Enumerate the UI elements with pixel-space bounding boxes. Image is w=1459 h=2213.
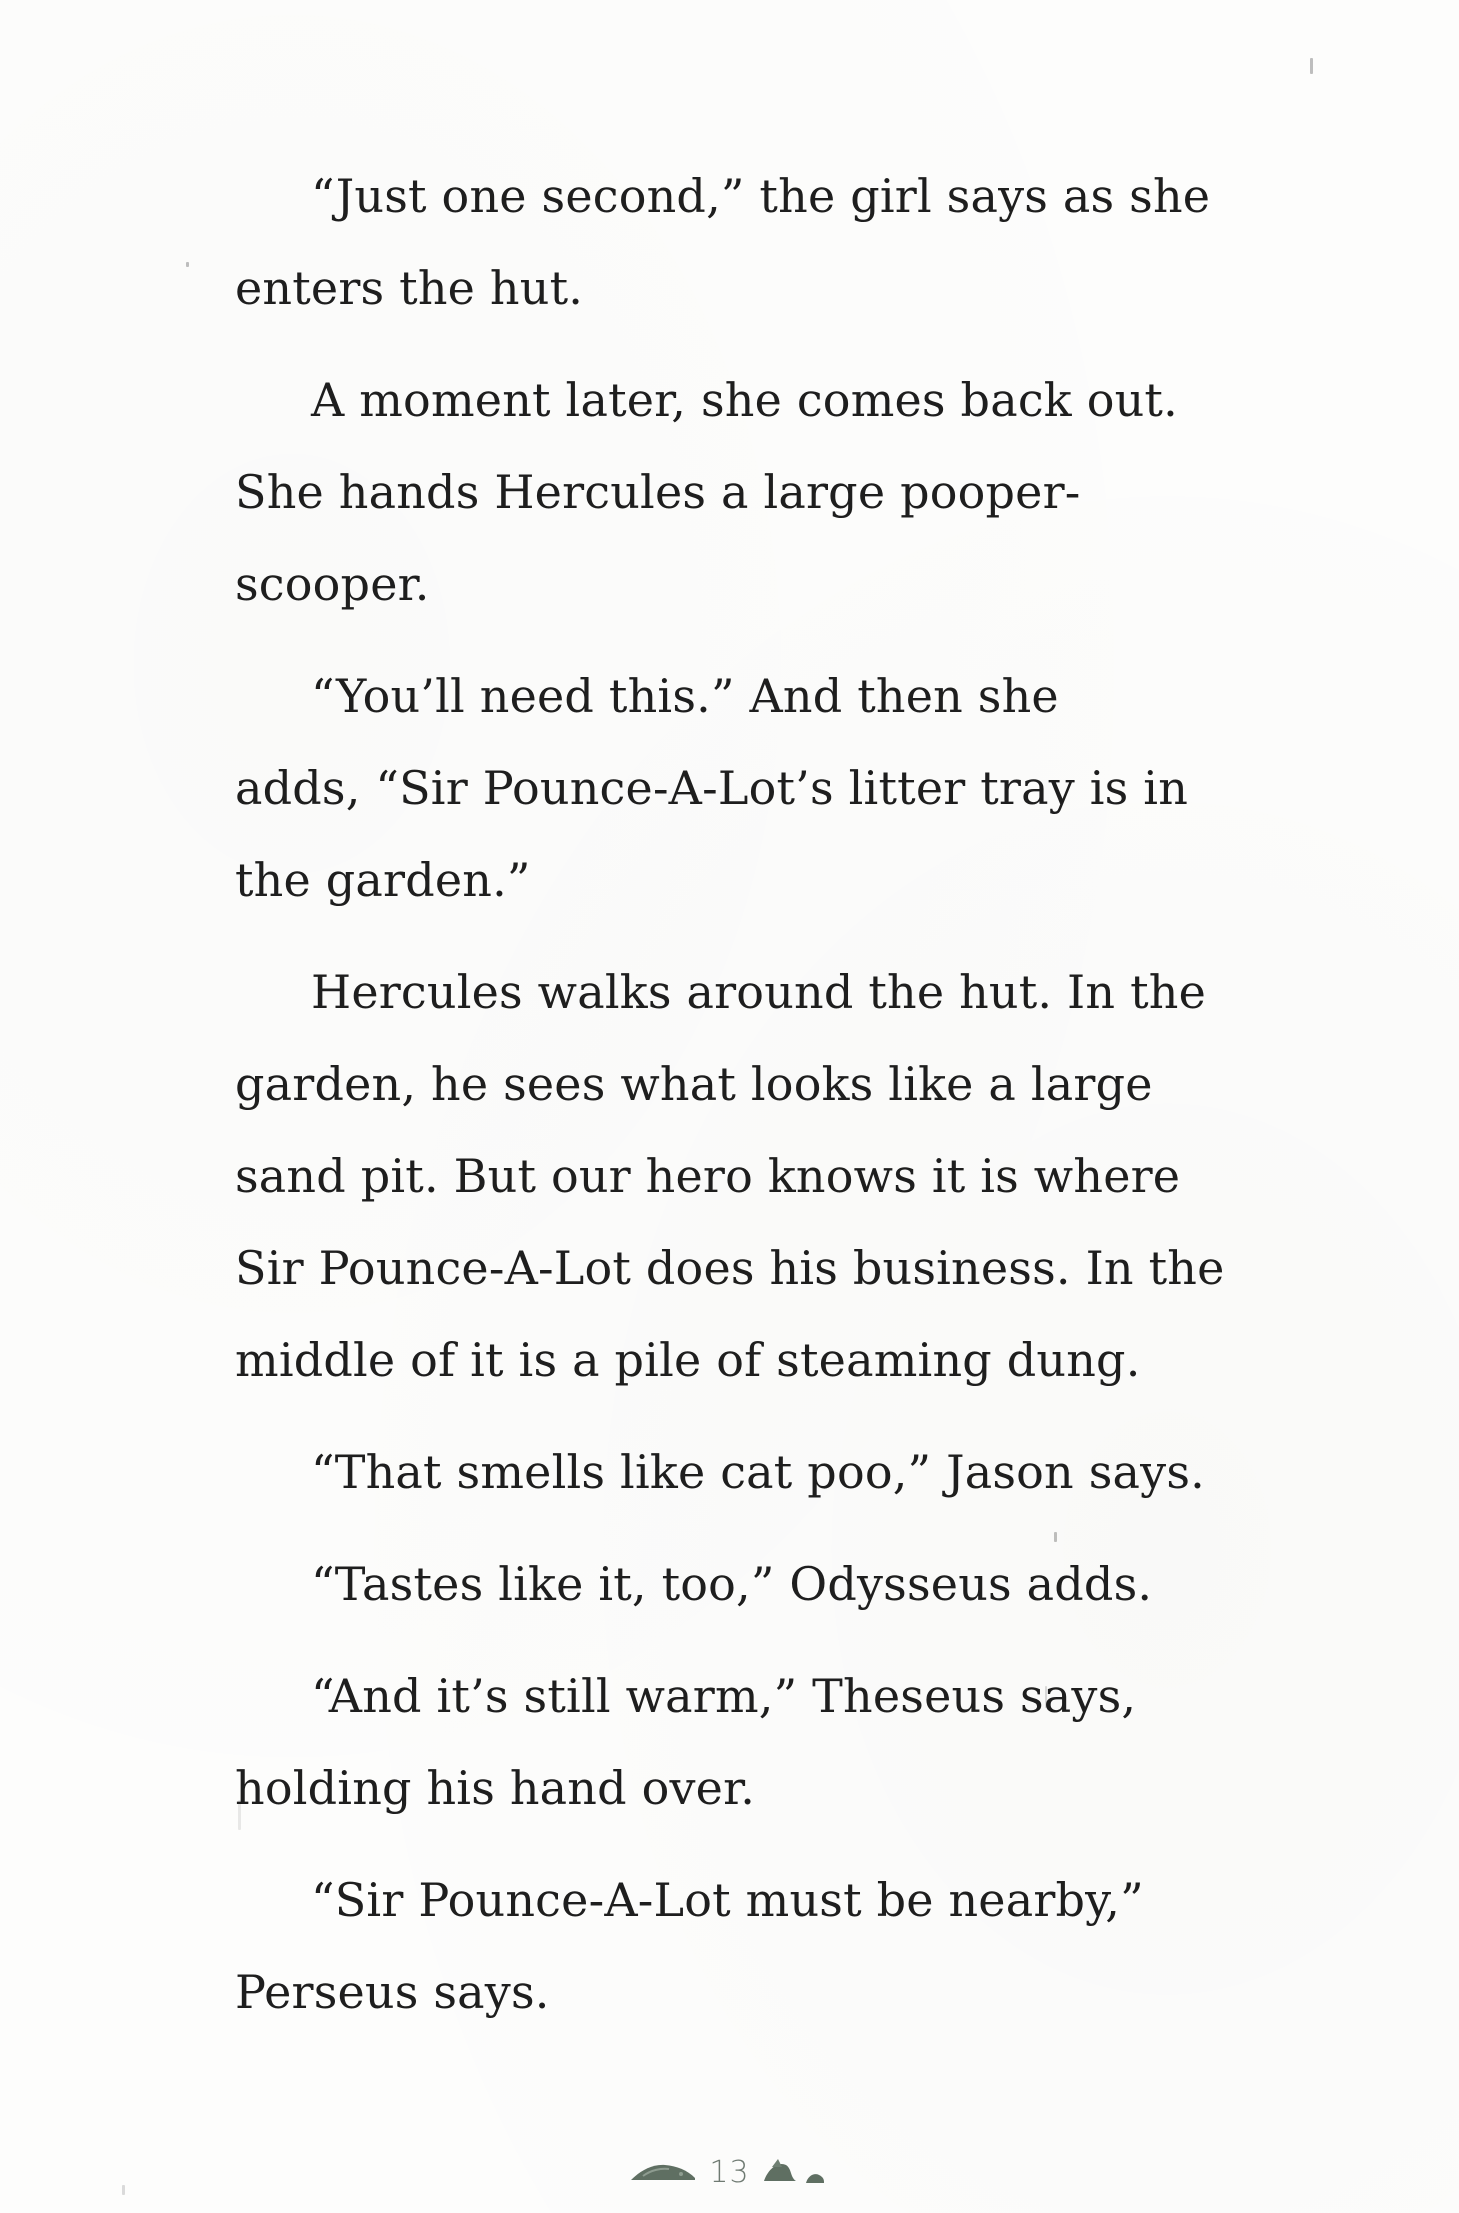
page-footer (0, 2150, 1459, 2194)
scan-speck (186, 262, 189, 267)
paragraph: “You’ll need this.” And then she adds, “Sir Pounce-A-Lot’s litter tray is in the garden.” (235, 669, 1189, 907)
paragraph: “Just one second,” the girl says as she enters the hut. (235, 169, 1211, 315)
page-number: 13 (709, 2154, 750, 2190)
paragraph: “And it’s still warm,” Theseus says, holding his hand over. (235, 1669, 1137, 1815)
green-plant-ornament-icon (760, 2155, 830, 2189)
paragraph: “That smells like cat poo,” Jason says. (311, 1445, 1205, 1499)
paragraph: “Sir Pounce-A-Lot must be nearby,” Perseus says. (235, 1873, 1144, 2019)
paragraph: “Tastes like it, too,” Odysseus adds. (311, 1557, 1153, 1611)
paragraph: A moment later, she comes back out. She hands Hercules a large pooper-scooper. (235, 373, 1178, 611)
body-text (235, 150, 1255, 2058)
scan-speck (1310, 58, 1313, 74)
paragraph: Hercules walks around the hut. In the garden, he sees what looks like a large sand pit. But our hero knows it is where Sir Pounce-A-Lot does his business. In the middle of it is a pile of steaming dung. (235, 965, 1225, 1387)
green-rock-ornament-icon (629, 2156, 699, 2188)
